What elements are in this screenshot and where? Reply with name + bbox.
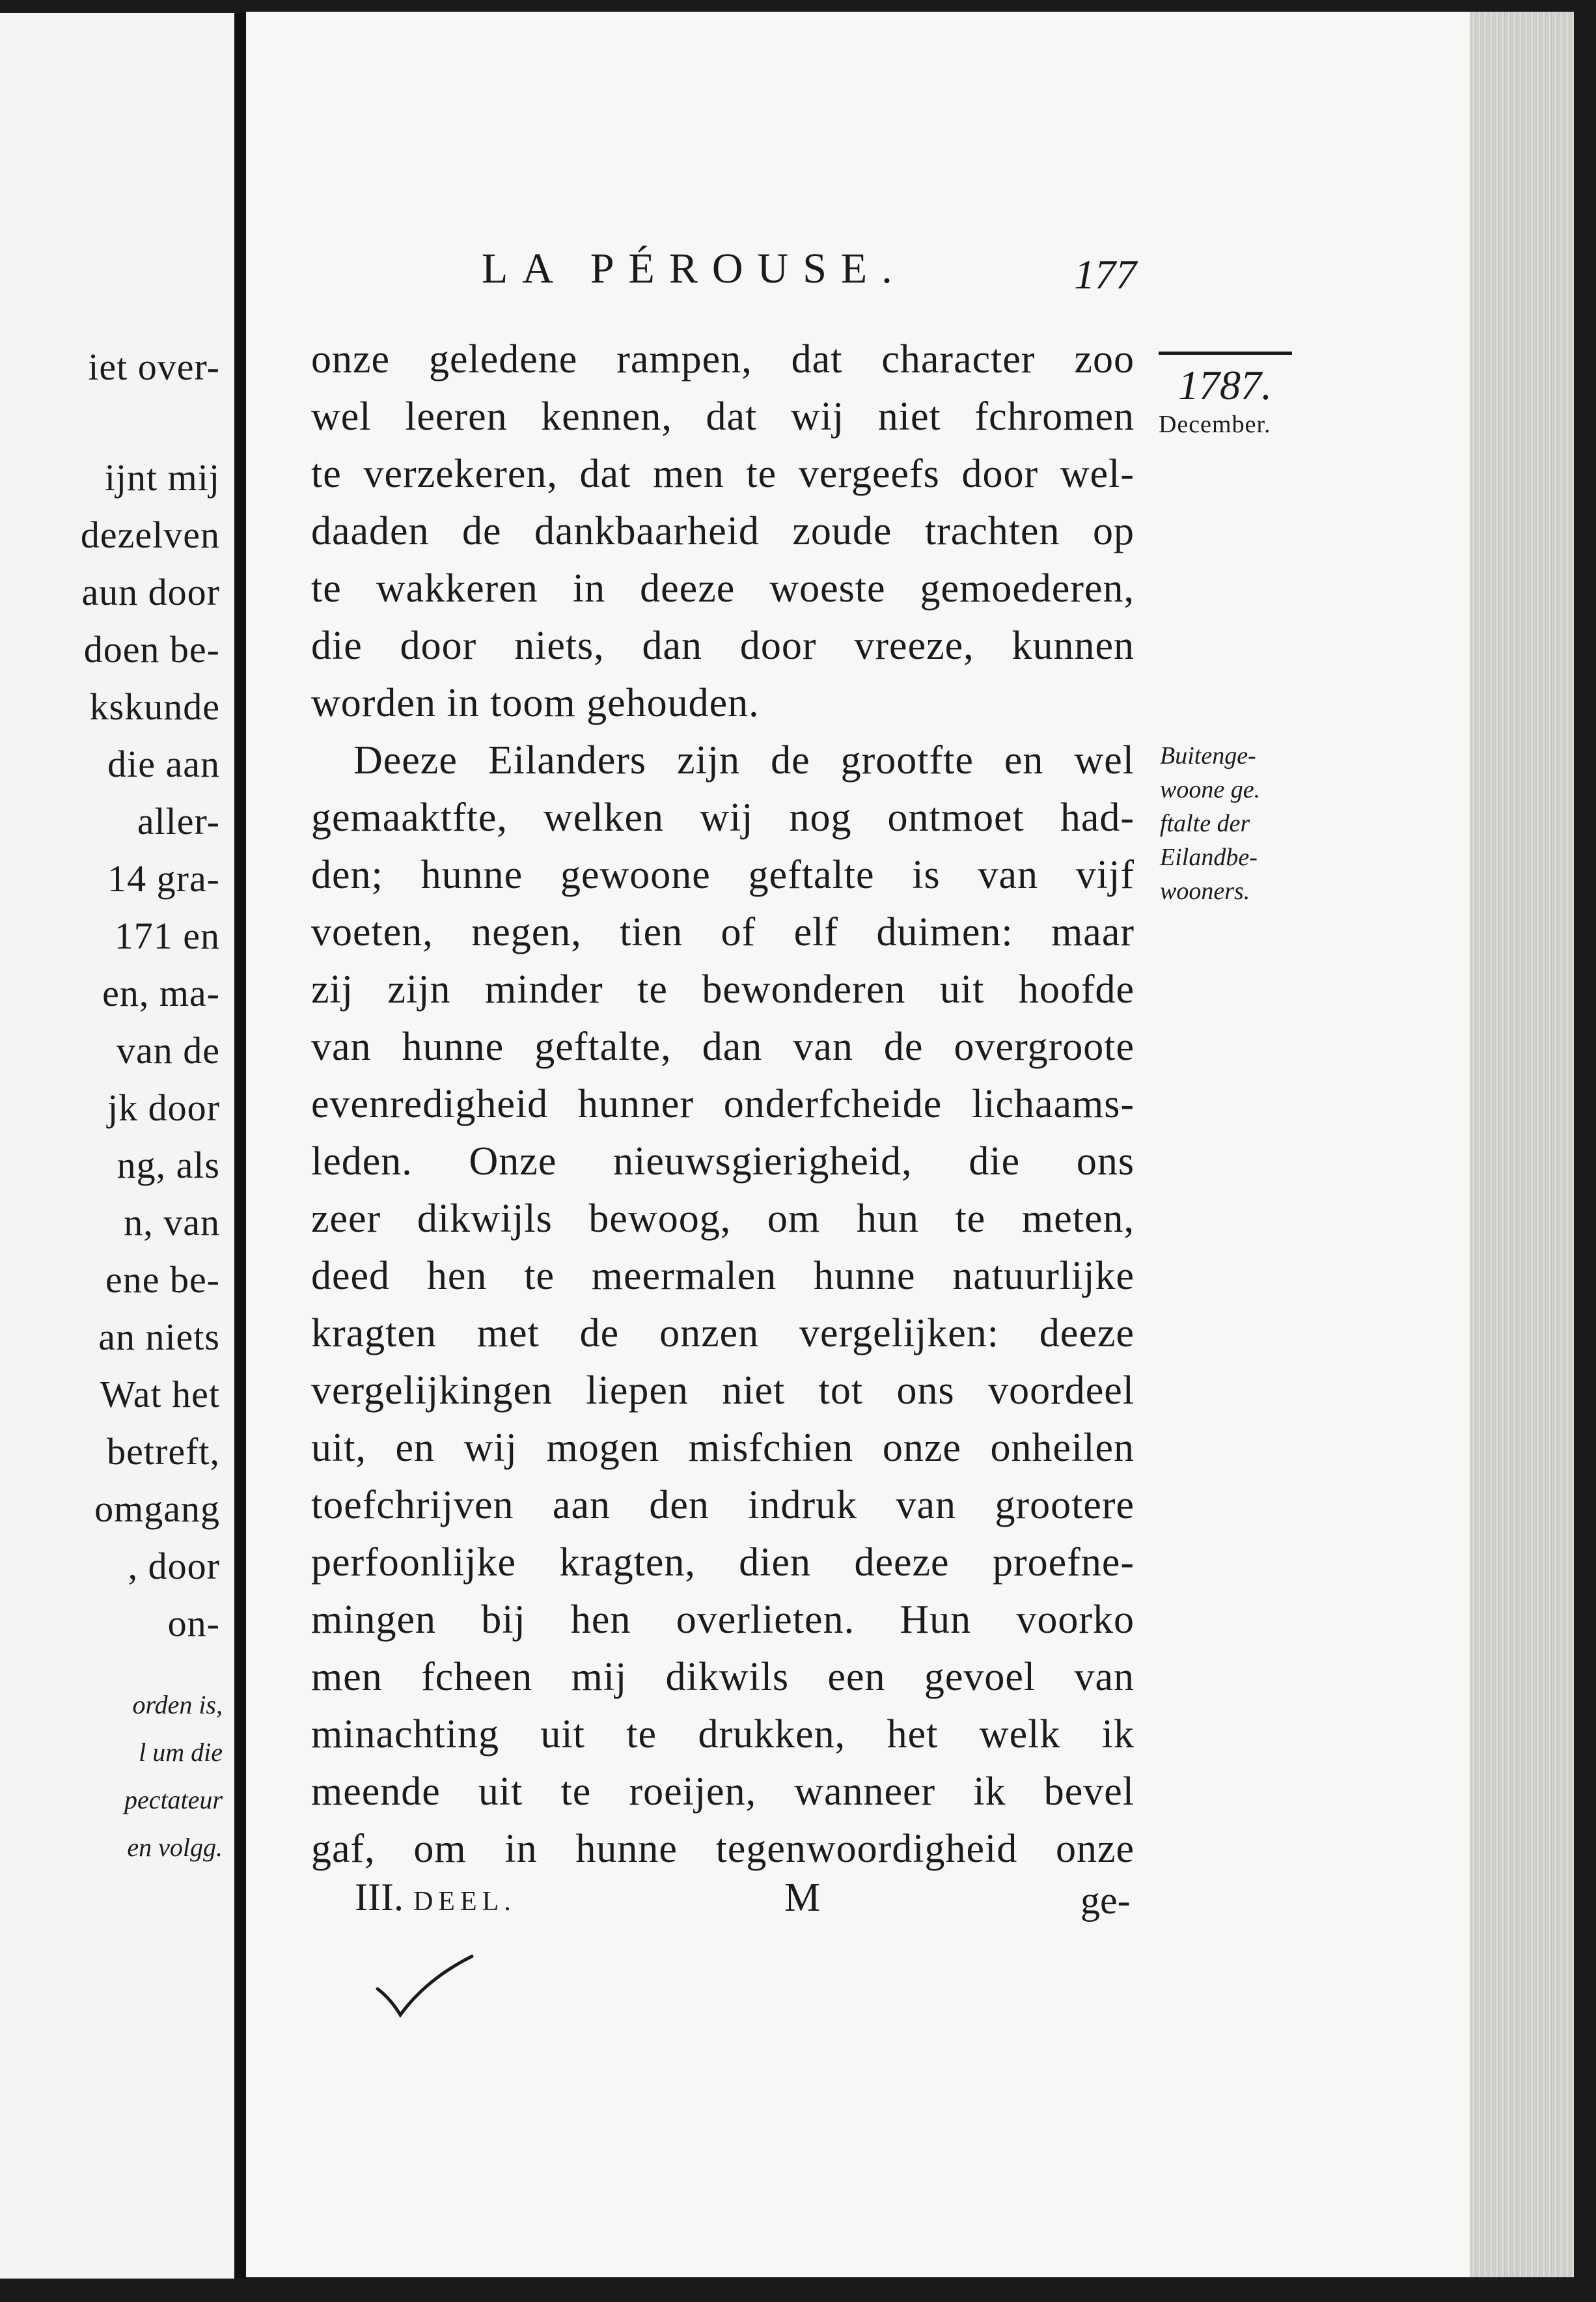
left-page-line: doen be-: [83, 628, 220, 671]
margin-note-line: ftalte der: [1160, 810, 1250, 837]
page-edge: [1470, 12, 1574, 2277]
body-line: gaf, om in hunne tegenwoordigheid onze: [311, 1827, 1135, 1871]
body-line: toefchrijven aan den indruk van grootere: [311, 1483, 1135, 1527]
body-line: uit, en wij mogen misfchien onze onheilen: [311, 1426, 1135, 1470]
body-line: kragten met de onzen vergelijken: deeze: [311, 1311, 1135, 1355]
body-line: mingen bij hen overlieten. Hun voorko: [311, 1598, 1135, 1642]
left-page-line: ng, als: [117, 1144, 220, 1186]
margin-note-line: Buitenge-: [1160, 742, 1256, 770]
body-line: deed hen te meermalen hunne natuurlijke: [311, 1254, 1135, 1298]
catchword: ge-: [1080, 1879, 1131, 1922]
body-line: die door niets, dan door vreeze, kunnen: [311, 624, 1135, 668]
left-page-line: aller-: [137, 800, 220, 842]
margin-month: December.: [1159, 411, 1271, 438]
margin-note: [1160, 739, 1297, 908]
left-page-line: betreft,: [107, 1430, 220, 1473]
left-page-line: die aan: [107, 743, 220, 785]
checkmark-icon: [374, 1953, 478, 2025]
volume-word: DEEL.: [413, 1887, 516, 1917]
page-number: 177: [1074, 251, 1136, 298]
body-text: [311, 331, 1135, 1878]
left-page-line: on-: [167, 1602, 220, 1644]
body-line: meende uit te roeijen, wanneer ik bevel: [311, 1769, 1135, 1814]
left-page-footnote-line: l um die: [139, 1738, 223, 1767]
left-page-line: iet over-: [88, 346, 220, 388]
left-page-line: n, van: [124, 1201, 220, 1243]
margin-year: 1787.: [1178, 362, 1272, 408]
body-line: den; hunne gewoone geftalte is van vijf: [311, 853, 1135, 897]
left-page-line: dezelven: [80, 514, 220, 556]
left-page-line: aun door: [81, 571, 220, 613]
left-page-line: omgang: [94, 1488, 220, 1530]
body-line: gemaaktfte, welken wij nog ontmoet had-: [311, 796, 1135, 840]
margin-note-line: woone ge.: [1160, 776, 1261, 803]
body-line: te wakkeren in deeze woeste gemoederen,: [311, 566, 1135, 611]
body-line: evenredigheid hunner onderfcheide lichaams-: [311, 1082, 1135, 1126]
left-page-line: 171 en: [114, 915, 220, 957]
body-line: minachting uit te drukken, het welk ik: [311, 1712, 1135, 1756]
signature-mark: M: [784, 1876, 821, 1920]
margin-rule: [1159, 352, 1292, 355]
body-line: van hunne geftalte, dan van de overgroote: [311, 1025, 1135, 1069]
margin-note-line: wooners.: [1160, 878, 1250, 905]
body-line: zeer dikwijls bewoog, om hun te meten,: [311, 1197, 1135, 1241]
left-page-footnote-line: pectateur: [124, 1785, 223, 1814]
left-page-line: ijnt mij: [104, 456, 220, 499]
margin-note-line: Eilandbe-: [1160, 844, 1258, 871]
left-page-footnote-line: en volgg.: [127, 1833, 223, 1862]
book-gutter: [234, 13, 246, 2279]
running-title: LA PÉROUSE.: [482, 245, 907, 292]
body-line: wel leeren kennen, dat wij niet fchromen: [311, 395, 1135, 439]
body-line: men fcheen mij dikwils een gevoel van: [311, 1655, 1135, 1699]
left-page-line: , door: [128, 1545, 220, 1587]
volume-label: [355, 1875, 516, 1920]
left-page-line: Wat het: [100, 1373, 220, 1415]
left-page-fragment: [0, 13, 234, 2279]
body-line: voeten, negen, tien of elf duimen: maar: [311, 910, 1135, 954]
body-line: vergelijkingen liepen niet tot ons voordeel: [311, 1368, 1135, 1413]
left-page-line: kskunde: [89, 686, 220, 728]
body-line: onze geledene rampen, dat character zoo: [311, 337, 1135, 381]
body-line: worden in toom gehouden.: [311, 681, 760, 725]
left-page-line: jk door: [107, 1087, 220, 1129]
body-line: daaden de dankbaarheid zoude trachten op: [311, 509, 1135, 553]
body-line: te verzekeren, dat men te vergeefs door wel-: [311, 452, 1135, 496]
body-line: Deeze Eilanders zijn de grootfte en wel: [353, 738, 1135, 783]
left-page-line: van de: [117, 1029, 220, 1072]
left-page-line: 14 gra-: [107, 857, 220, 900]
left-page-footnote-line: orden is,: [132, 1690, 223, 1719]
body-line: perfoonlijke kragten, dien deeze proefne-: [311, 1540, 1135, 1585]
left-page-line: ene be-: [105, 1258, 220, 1301]
volume-numeral: III.: [355, 1876, 404, 1919]
left-page-line: an niets: [98, 1316, 220, 1358]
body-line: leden. Onze nieuwsgierigheid, die ons: [311, 1139, 1135, 1184]
body-line: zij zijn minder te bewonderen uit hoofde: [311, 967, 1135, 1012]
left-page-line: en, ma-: [102, 972, 220, 1014]
